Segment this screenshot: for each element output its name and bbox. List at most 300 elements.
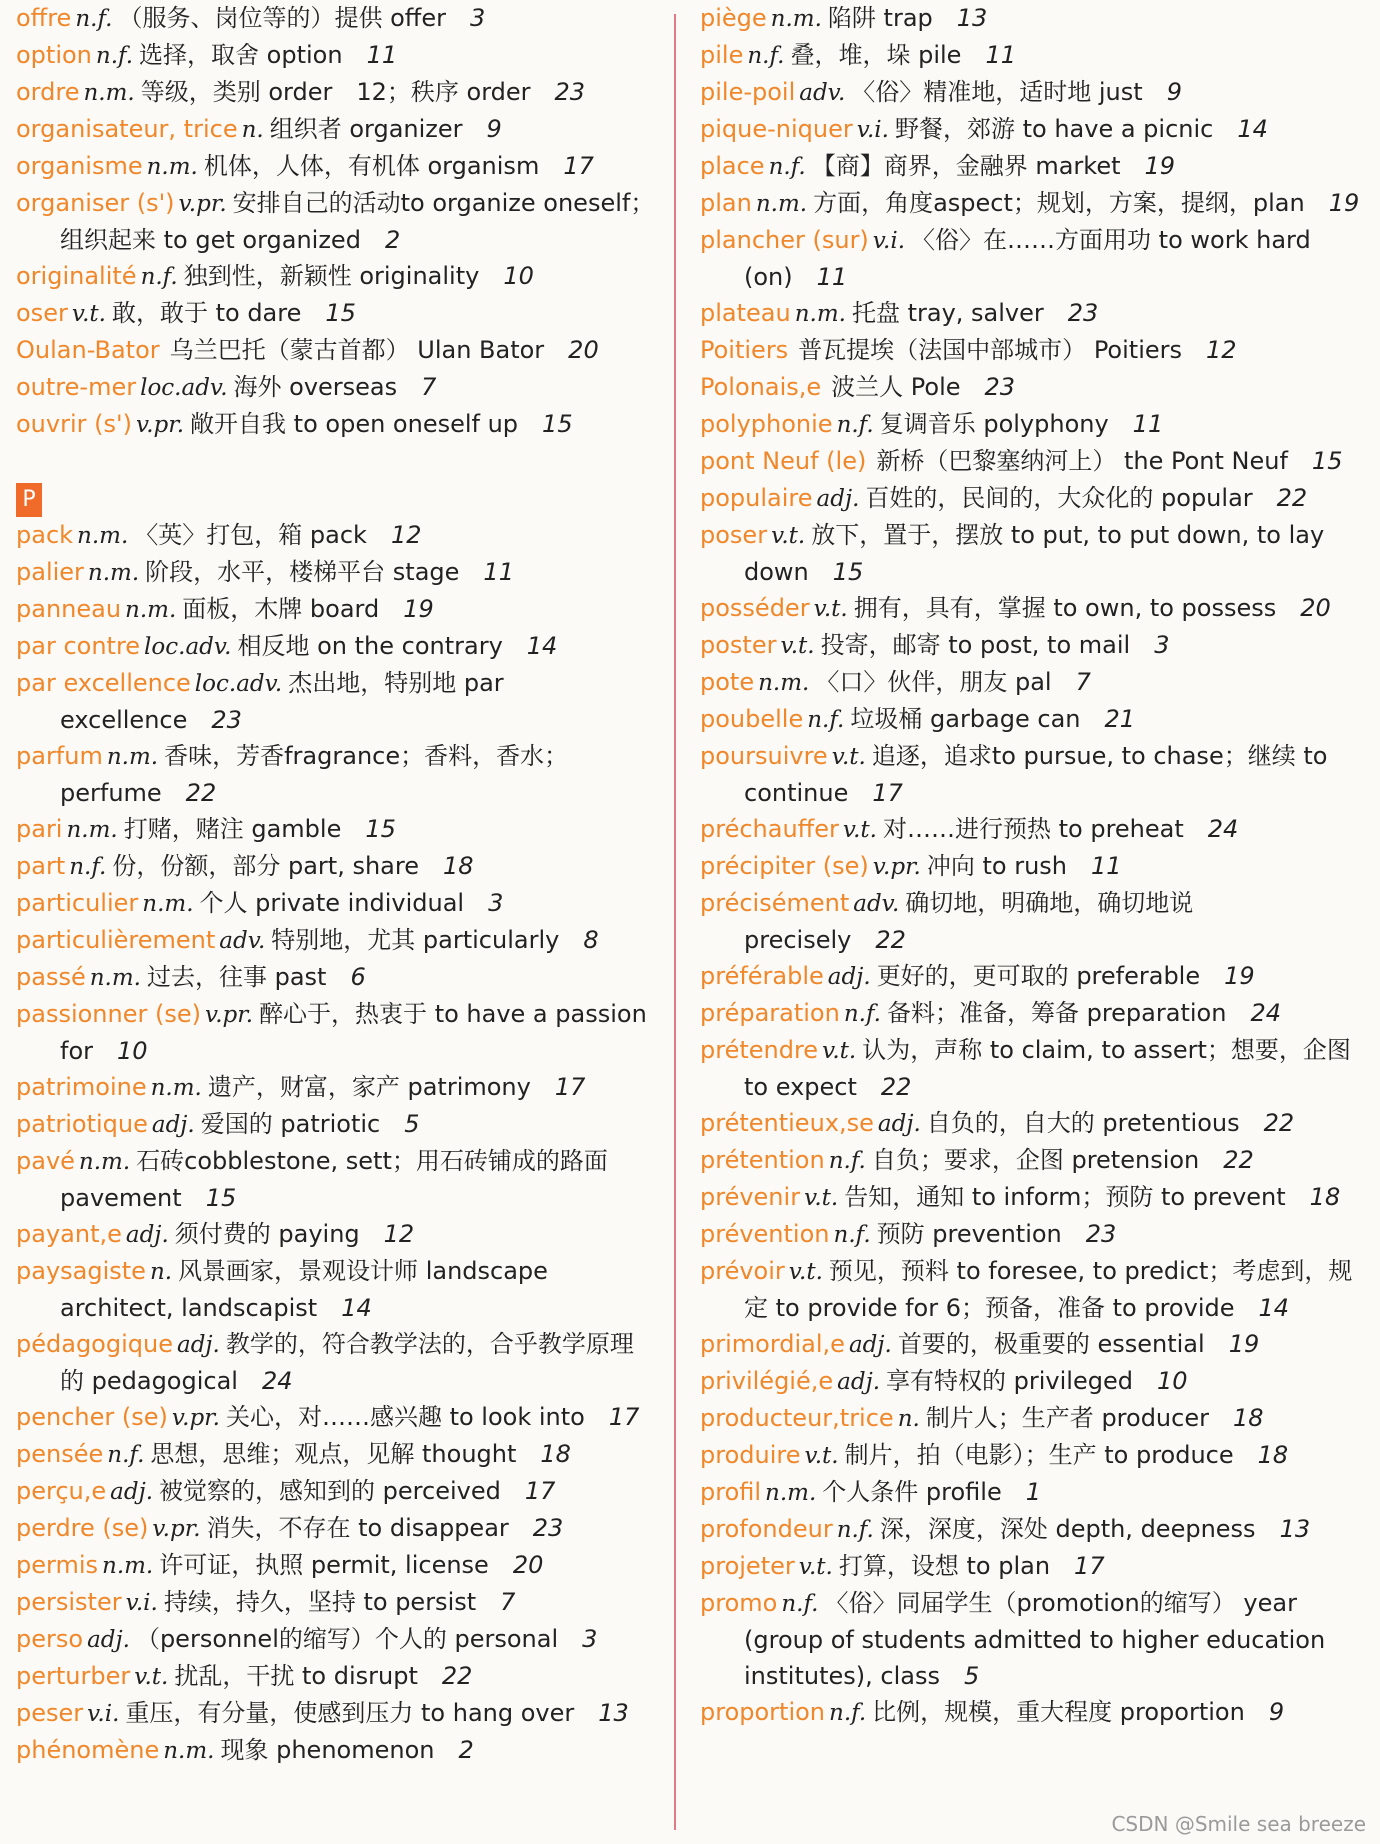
dictionary-entry <box>700 295 1360 332</box>
lesson-number: 17 <box>1074 1552 1105 1580</box>
headword: pote <box>700 668 755 696</box>
part-of-speech: n.m. <box>755 191 808 217</box>
headword: Poitiers <box>700 336 789 364</box>
dictionary-entry <box>700 1585 1360 1694</box>
part-of-speech: adj. <box>176 1332 220 1358</box>
definition: 拥有，具有，掌握 to own, to possess <box>853 594 1277 622</box>
definition: 持续，持久，坚持 to persist <box>163 1588 477 1616</box>
part-of-speech: loc.adv. <box>140 375 228 401</box>
lesson-number: 19 <box>1144 152 1176 180</box>
dictionary-entry <box>700 111 1360 148</box>
definition: 面板，木牌 board <box>182 595 380 623</box>
headword: prévoir <box>700 1257 785 1285</box>
definition: 方面，角度aspect；规划，方案，提纲，plan <box>813 189 1305 217</box>
part-of-speech: v.t. <box>813 596 848 622</box>
part-of-speech: v.t. <box>831 744 866 770</box>
headword: parfum <box>16 742 103 770</box>
dictionary-entry <box>700 958 1360 995</box>
lesson-number: 22 <box>185 779 217 807</box>
dictionary-entry <box>700 1216 1360 1253</box>
part-of-speech: n.f. <box>781 1591 819 1617</box>
lesson-number: 9 <box>486 115 502 143</box>
headword: pari <box>16 815 63 843</box>
definition: 【商】商界，金融界 market <box>811 152 1121 180</box>
part-of-speech: adj. <box>837 1369 881 1395</box>
dictionary-entry <box>16 1106 656 1143</box>
lesson-number: 12 <box>383 1220 415 1248</box>
definition: 杰出地，特别地 par excellence <box>60 669 504 734</box>
definition: 波兰人 Pole <box>831 373 961 401</box>
dictionary-entry <box>16 1473 656 1510</box>
part-of-speech: n.m. <box>77 523 129 549</box>
part-of-speech: n.f. <box>107 1442 145 1468</box>
definition: 等级，类别 order 12；秩序 order <box>140 78 531 106</box>
dictionary-entry <box>16 1216 656 1253</box>
part-of-speech: adj. <box>125 1222 169 1248</box>
headword: organiser (s') <box>16 189 175 217</box>
part-of-speech: n.m. <box>163 1738 215 1764</box>
definition: 认为，声称 to claim, to assert；想要，企图to expect <box>744 1036 1351 1101</box>
right-column <box>700 0 1360 1731</box>
headword: Oulan-Bator <box>16 336 160 364</box>
definition: 遗产，财富，家产 patrimony <box>207 1073 531 1101</box>
definition: 〈俗〉精准地，适时地 just <box>851 78 1143 106</box>
part-of-speech: n.m. <box>125 597 177 623</box>
headword: produire <box>700 1441 801 1469</box>
dictionary-entry <box>16 628 656 665</box>
lesson-number: 20 <box>568 336 599 364</box>
dictionary-entry <box>700 701 1360 738</box>
dictionary-entry <box>16 1399 656 1436</box>
lesson-number: 14 <box>1258 1294 1290 1322</box>
dictionary-entry <box>16 996 656 1069</box>
dictionary-entry <box>700 664 1360 701</box>
lesson-number: 22 <box>1276 484 1308 512</box>
headword: paysagiste <box>16 1257 146 1285</box>
dictionary-entry <box>16 1695 656 1732</box>
lesson-number: 11 <box>366 41 398 69</box>
lesson-number: 19 <box>1328 189 1360 217</box>
definition: 须付费的 paying <box>174 1220 360 1248</box>
lesson-number: 18 <box>443 852 474 880</box>
definition: 醉心于，热衷于 to have a passion for <box>60 1000 647 1065</box>
lesson-number: 20 <box>1300 594 1331 622</box>
definition: 享有特权的 privileged <box>886 1367 1133 1395</box>
part-of-speech: v.i. <box>856 117 889 143</box>
dictionary-entry <box>700 517 1360 590</box>
dictionary-entry <box>700 848 1360 885</box>
dictionary-entry <box>700 1326 1360 1363</box>
part-of-speech: n. <box>241 117 264 143</box>
definition: 思想，思维；观点，见解 thought <box>150 1440 517 1468</box>
left-bottom-entries <box>16 517 656 1769</box>
headword: patrimoine <box>16 1073 147 1101</box>
part-of-speech: v.t. <box>134 1664 169 1690</box>
lesson-number: 7 <box>1075 668 1091 696</box>
part-of-speech: v.pr. <box>204 1002 254 1028</box>
dictionary-entry <box>16 665 656 738</box>
headword: perturber <box>16 1662 131 1690</box>
part-of-speech: adj. <box>87 1627 130 1653</box>
part-of-speech: v.t. <box>804 1185 839 1211</box>
part-of-speech: v.t. <box>804 1443 839 1469</box>
lesson-number: 15 <box>542 410 573 438</box>
part-of-speech: n.f. <box>140 264 178 290</box>
dictionary-entry <box>16 1510 656 1547</box>
lesson-number: 17 <box>608 1403 640 1431</box>
definition: 组织者 organizer <box>269 115 463 143</box>
part-of-speech: adv. <box>219 928 266 954</box>
lesson-number: 9 <box>1268 1698 1285 1726</box>
section-header-p <box>16 483 656 517</box>
headword: perdre (se) <box>16 1514 149 1542</box>
part-of-speech: n.m. <box>106 744 159 770</box>
dictionary-entry <box>16 406 656 443</box>
part-of-speech: n.m. <box>66 817 118 843</box>
dictionary-entry <box>16 0 656 37</box>
definition: 过去，往事 past <box>146 963 327 991</box>
part-of-speech: n.f. <box>833 1222 871 1248</box>
headword: peser <box>16 1699 84 1727</box>
headword: option <box>16 41 92 69</box>
lesson-number: 2 <box>384 226 401 254</box>
dictionary-entry <box>16 1436 656 1473</box>
part-of-speech: n.f. <box>836 1517 874 1543</box>
lesson-number: 17 <box>554 1073 586 1101</box>
definition: 备料；准备，筹备 preparation <box>886 999 1227 1027</box>
headword: plan <box>700 189 752 217</box>
lesson-number: 23 <box>1085 1220 1117 1248</box>
dictionary-entry <box>16 811 656 848</box>
headword: prévention <box>700 1220 830 1248</box>
definition: 自负的，自大的 pretentious <box>926 1109 1240 1137</box>
part-of-speech: adv. <box>799 80 846 106</box>
dictionary-entry <box>16 1621 656 1658</box>
lesson-number: 11 <box>816 263 848 291</box>
dictionary-entry <box>700 590 1360 627</box>
definition: 新桥（巴黎塞纳河上） the Pont Neuf <box>876 447 1288 475</box>
lesson-number: 12 <box>1206 336 1237 364</box>
dictionary-entry <box>16 1547 656 1584</box>
lesson-number: 3 <box>1154 631 1170 659</box>
part-of-speech: adj. <box>877 1111 921 1137</box>
part-of-speech: v.i. <box>872 228 906 254</box>
headword: prétentieux,se <box>700 1109 874 1137</box>
dictionary-entry <box>16 295 656 332</box>
definition: 叠，堆，垛 pile <box>790 41 962 69</box>
part-of-speech: v.i. <box>87 1701 120 1727</box>
part-of-speech: v.pr. <box>872 854 921 880</box>
lesson-number: 11 <box>1132 410 1164 438</box>
lesson-number: 22 <box>1223 1146 1254 1174</box>
headword: pile <box>700 41 744 69</box>
lesson-number: 15 <box>325 299 356 327</box>
lesson-number: 22 <box>1263 1109 1295 1137</box>
part-of-speech: n.m. <box>89 965 141 991</box>
dictionary-entry <box>16 111 656 148</box>
definition: 敢，敢于 to dare <box>111 299 302 327</box>
definition: 对……进行预热 to preheat <box>882 815 1184 843</box>
lesson-number: 14 <box>341 1294 372 1322</box>
lesson-number: 7 <box>421 373 437 401</box>
dictionary-entry <box>700 738 1360 811</box>
part-of-speech: v.t. <box>780 633 815 659</box>
dictionary-entry <box>700 480 1360 517</box>
dictionary-entry <box>16 258 656 295</box>
lesson-number: 13 <box>598 1699 629 1727</box>
definition: 放下，置于，摆放 to put, to put down, to lay down <box>744 521 1325 586</box>
part-of-speech: n.m. <box>765 1480 817 1506</box>
dictionary-entry <box>16 1143 656 1216</box>
lesson-number: 13 <box>956 4 988 32</box>
lesson-number: 14 <box>526 632 558 660</box>
part-of-speech: v.t. <box>771 523 806 549</box>
lesson-number: 12 <box>390 521 422 549</box>
headword: producteur,trice <box>700 1404 894 1432</box>
part-of-speech: n. <box>897 1406 920 1432</box>
lesson-number: 21 <box>1104 705 1136 733</box>
definition: 预见，预料 to foresee, to predict；考虑到，规定 to provide for 6；预备，准备 to provide <box>744 1257 1353 1322</box>
lesson-number: 19 <box>1228 1330 1260 1358</box>
lesson-number: 24 <box>1207 815 1239 843</box>
definition: 比例，规模，重大程度 proportion <box>872 1698 1245 1726</box>
dictionary-entry <box>700 406 1360 443</box>
part-of-speech: n.f. <box>829 1700 867 1726</box>
definition: 预防 prevention <box>876 1220 1062 1248</box>
headword: offre <box>16 4 72 32</box>
headword: perso <box>16 1625 84 1653</box>
definition: 托盘 tray, salver <box>851 299 1044 327</box>
headword: ordre <box>16 78 80 106</box>
dictionary-entry <box>700 1142 1360 1179</box>
dictionary-entry <box>16 517 656 554</box>
lesson-number: 17 <box>563 152 594 180</box>
dictionary-entry <box>700 1253 1360 1326</box>
lesson-number: 15 <box>365 815 396 843</box>
part-of-speech: n.m. <box>78 1149 131 1175</box>
headword: posséder <box>700 594 810 622</box>
definition: 扰乱，干扰 to disrupt <box>174 1662 418 1690</box>
part-of-speech: n.f. <box>95 43 134 69</box>
definition: 制片人；生产者 producer <box>925 1404 1209 1432</box>
definition: 深，深度，深处 depth, deepness <box>879 1515 1256 1543</box>
dictionary-entry <box>700 369 1360 406</box>
column-divider <box>674 14 676 1830</box>
definition: 首要的，极重要的 essential <box>897 1330 1205 1358</box>
definition: 冲向 to rush <box>926 852 1068 880</box>
part-of-speech: n.m. <box>758 670 810 696</box>
lesson-number: 19 <box>1224 962 1255 990</box>
part-of-speech: n.f. <box>747 43 785 69</box>
dictionary-entry <box>700 185 1360 222</box>
lesson-number: 17 <box>872 779 903 807</box>
headword: poursuivre <box>700 742 828 770</box>
part-of-speech: n.m. <box>150 1075 202 1101</box>
dictionary-entry <box>700 1511 1360 1548</box>
definition: 现象 phenomenon <box>220 1736 435 1764</box>
definition: 教学的，符合教学法的，合乎教学原理的 pedagogical <box>60 1330 634 1395</box>
headword: perçu,e <box>16 1477 107 1505</box>
headword: outre-mer <box>16 373 137 401</box>
definition: 石砖cobblestone, sett；用石砖铺成的路面 pavement <box>60 1147 608 1212</box>
dictionary-entry <box>700 1105 1360 1142</box>
dictionary-entry <box>16 1326 656 1399</box>
lesson-number: 17 <box>524 1477 556 1505</box>
part-of-speech: loc.adv. <box>144 634 232 660</box>
lesson-number: 15 <box>205 1184 237 1212</box>
part-of-speech: n.m. <box>770 6 822 32</box>
dictionary-entry <box>700 0 1360 37</box>
headword: permis <box>16 1551 98 1579</box>
headword: profil <box>700 1478 762 1506</box>
lesson-number: 24 <box>261 1367 293 1395</box>
dictionary-entry <box>700 1694 1360 1731</box>
definition: 告知，通知 to inform；预防 to prevent <box>844 1183 1286 1211</box>
headword: patriotique <box>16 1110 148 1138</box>
headword: oser <box>16 299 68 327</box>
headword: phénomène <box>16 1736 160 1764</box>
part-of-speech: v.t. <box>71 301 106 327</box>
definition: 海外 overseas <box>233 373 398 401</box>
definition: 制片，拍（电影）；生产 to produce <box>844 1441 1234 1469</box>
dictionary-entry <box>16 1253 656 1326</box>
left-column <box>16 0 656 1769</box>
lesson-number: 22 <box>880 1073 912 1101</box>
headword: pont Neuf (le) <box>700 447 867 475</box>
definition: 阶段，水平，楼梯平台 stage <box>145 558 460 586</box>
lesson-number: 23 <box>554 78 586 106</box>
part-of-speech: adj. <box>151 1112 195 1138</box>
headword: précisément <box>700 889 850 917</box>
part-of-speech: n.f. <box>807 707 845 733</box>
part-of-speech: n.m. <box>142 891 194 917</box>
watermark: CSDN @Smile sea breeze <box>1111 1812 1366 1836</box>
dictionary-entry <box>700 332 1360 369</box>
lesson-number: 11 <box>985 41 1016 69</box>
headword: poser <box>700 521 768 549</box>
part-of-speech: v.t. <box>788 1259 823 1285</box>
definition: 香味，芳香fragrance；香料，香水；perfume <box>60 742 569 807</box>
dictionary-entry <box>700 148 1360 185</box>
headword: populaire <box>700 484 813 512</box>
definition: 〈英〉打包，箱 pack <box>134 521 367 549</box>
part-of-speech: adj. <box>110 1479 154 1505</box>
lesson-number: 9 <box>1166 78 1182 106</box>
headword: plateau <box>700 299 791 327</box>
part-of-speech: n.f. <box>843 1001 881 1027</box>
dictionary-entry <box>700 443 1360 480</box>
lesson-number: 3 <box>582 1625 598 1653</box>
part-of-speech: n.f. <box>75 6 113 32</box>
definition: 复调音乐 polyphony <box>879 410 1109 438</box>
headword: particulièrement <box>16 926 216 954</box>
dictionary-entry <box>16 1584 656 1621</box>
lesson-number: 7 <box>500 1588 516 1616</box>
lesson-number: 18 <box>1257 1441 1289 1469</box>
dictionary-entry <box>700 1032 1360 1105</box>
dictionary-entry <box>700 1474 1360 1511</box>
dictionary-entry <box>700 1179 1360 1216</box>
lesson-number: 23 <box>984 373 1016 401</box>
definition: 机体，人体，有机体 organism <box>203 152 540 180</box>
definition: 个人 private individual <box>199 889 465 917</box>
part-of-speech: v.i. <box>125 1590 158 1616</box>
dictionary-entry <box>16 369 656 406</box>
dictionary-entry <box>16 591 656 628</box>
definition: 更好的，更可取的 preferable <box>876 962 1201 990</box>
definition: 爱国的 patriotic <box>200 1110 381 1138</box>
section-letter: P <box>16 483 42 517</box>
dictionary-entry <box>16 848 656 885</box>
dictionary-entry <box>16 885 656 922</box>
headword: prévenir <box>700 1183 801 1211</box>
lesson-number: 10 <box>117 1037 148 1065</box>
headword: poubelle <box>700 705 804 733</box>
lesson-number: 14 <box>1237 115 1268 143</box>
lesson-number: 10 <box>503 262 534 290</box>
headword: organisateur, trice <box>16 115 238 143</box>
headword: par excellence <box>16 669 191 697</box>
headword: polyphonie <box>700 410 833 438</box>
definition: 敞开自我 to open oneself up <box>190 410 519 438</box>
headword: proportion <box>700 1698 826 1726</box>
lesson-number: 1 <box>1025 1478 1042 1506</box>
headword: piège <box>700 4 767 32</box>
dictionary-entry <box>16 74 656 111</box>
definition: 风景画家，景观设计师 landscape architect, landscapist <box>60 1257 548 1322</box>
definition: 个人条件 profile <box>822 1478 1002 1506</box>
dictionary-entry <box>700 1548 1360 1585</box>
dictionary-entry <box>700 1400 1360 1437</box>
headword: prétendre <box>700 1036 819 1064</box>
part-of-speech: adj. <box>848 1332 892 1358</box>
dictionary-entry <box>16 554 656 591</box>
part-of-speech: n.f. <box>836 412 874 438</box>
definition: 自负；要求，企图 pretension <box>871 1146 1200 1174</box>
headword: préférable <box>700 962 824 990</box>
dictionary-entry <box>700 37 1360 74</box>
part-of-speech: v.t. <box>822 1038 857 1064</box>
lesson-number: 19 <box>403 595 434 623</box>
lesson-number: 23 <box>532 1514 564 1542</box>
headword: préparation <box>700 999 840 1027</box>
part-of-speech: n.f. <box>828 1148 866 1174</box>
part-of-speech: n.f. <box>768 154 806 180</box>
headword: passionner (se) <box>16 1000 201 1028</box>
dictionary-entry <box>16 37 656 74</box>
part-of-speech: n.m. <box>87 560 140 586</box>
lesson-number: 2 <box>458 1736 474 1764</box>
definition: 被觉察的，感知到的 perceived <box>159 1477 501 1505</box>
headword: poster <box>700 631 777 659</box>
headword: prétention <box>700 1146 825 1174</box>
lesson-number: 3 <box>488 889 504 917</box>
dictionary-entry <box>700 885 1360 958</box>
headword: palier <box>16 558 84 586</box>
headword: pique-niquer <box>700 115 853 143</box>
definition: 重压，有分量，使感到压力 to hang over <box>125 1699 575 1727</box>
lesson-number: 10 <box>1156 1367 1188 1395</box>
part-of-speech: v.pr. <box>152 1516 201 1542</box>
definition: 选择，取舍 option <box>139 41 343 69</box>
definition: 特别地，尤其 particularly <box>271 926 560 954</box>
part-of-speech: loc.adv. <box>194 671 283 697</box>
definition: 确切地，明确地，确切地说 precisely <box>744 889 1194 954</box>
headword: organisme <box>16 152 143 180</box>
part-of-speech: v.t. <box>842 817 877 843</box>
definition: 消失，不存在 to disappear <box>206 1514 509 1542</box>
definition: 投寄，邮寄 to post, to mail <box>820 631 1131 659</box>
